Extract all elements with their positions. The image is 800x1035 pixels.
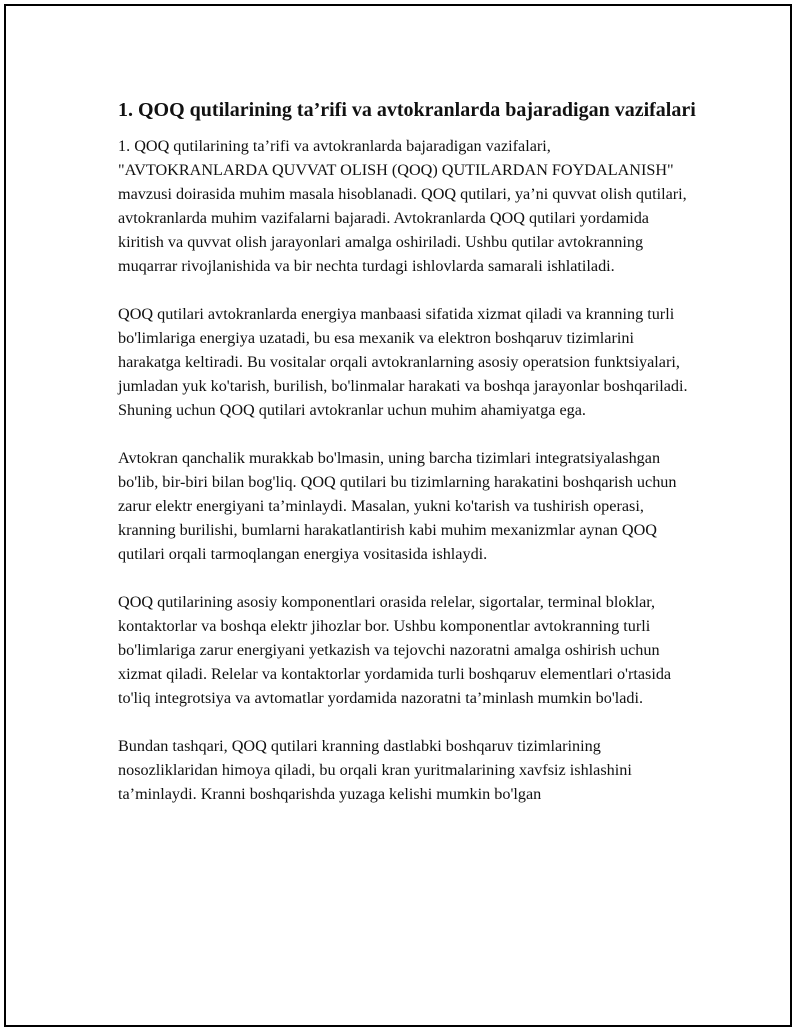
paragraph-1: 1. QOQ qutilarining ta’rifi va avtokranlarda bajaradigan vazifalari, "AVTOKRANLARDA QUVVAT OLISH (QOQ) QUTILARDAN FOYDALANISH" mavzusi doirasida muhim masala hisoblanadi. QOQ qutilari, ya’ni quvvat olish qutilari, avtokranlarda muhim vazifalarni bajaradi. Avtokranlarda QOQ qutilari yordamida kiritish va quvvat olish jarayonlari amalga oshiriladi. Ushbu qutilar avtokranning muqarrar rivojlanishida va bir nechta turdagi ishlovlarda samarali ishlatiladi. [118, 137, 687, 275]
section-title: 1. QOQ qutilarining ta’rifi va avtokranlarda bajaradigan vazifalari [118, 99, 696, 121]
paragraph-4: QOQ qutilarining asosiy komponentlari orasida relelar, sigortalar, terminal bloklar, kontaktorlar va boshqa elektr jihozlar bor. Ushbu komponentlar avtokranning turli bo'limlariga zarur energiyani yetkazish va tejovchi nazoratni amalga oshirish uchun xizmat qiladi. Relelar va kontaktorlar yordamida turli boshqaruv elementlari o'rtasida to'liq integrotsiya va avtomatlar yordamida nazoratni ta’minlash mumkin bo'ladi. [118, 593, 672, 707]
paragraph-5: Bundan tashqari, QOQ qutilari kranning dastlabki boshqaruv tizimlarining nosozliklaridan himoya qiladi, bu orqali kran yuritmalarining xavfsiz ishlashini ta’minlaydi. Kranni boshqarishda yuzaga kelishi mumkin bo'lgan [118, 737, 632, 803]
paragraph-3: Avtokran qanchalik murakkab bo'lmasin, uning barcha tizimlari integratsiyalashgan bo'lib, bir-biri bilan bog'liq. QOQ qutilari bu tizimlarning harakatini boshqarish uchun zarur elektr energiyani ta’minlaydi. Masalan, yukni ko'tarish va tushirish operasi, kranning burilishi, bumlarni harakatlantirish kabi muhim mexanizmlar aynan QOQ qutilari orqali tarmoqlangan energiya vositasida ishlaydi. [118, 449, 677, 563]
document-body [118, 96, 698, 830]
paragraph-2: QOQ qutilari avtokranlarda energiya manbaasi sifatida xizmat qiladi va kranning turli bo'limlariga energiya uzatadi, bu esa mexanik va elektron boshqaruv tizimlarini harakatga keltiradi. Bu vositalar orqali avtokranlarning asosiy operatsion funktsiyalari, jumladan yuk ko'tarish, burilish, bo'linmalar harakati va boshqa jarayonlar boshqariladi. Shuning uchun QOQ qutilari avtokranlar uchun muhim ahamiyatga ega. [118, 305, 688, 419]
